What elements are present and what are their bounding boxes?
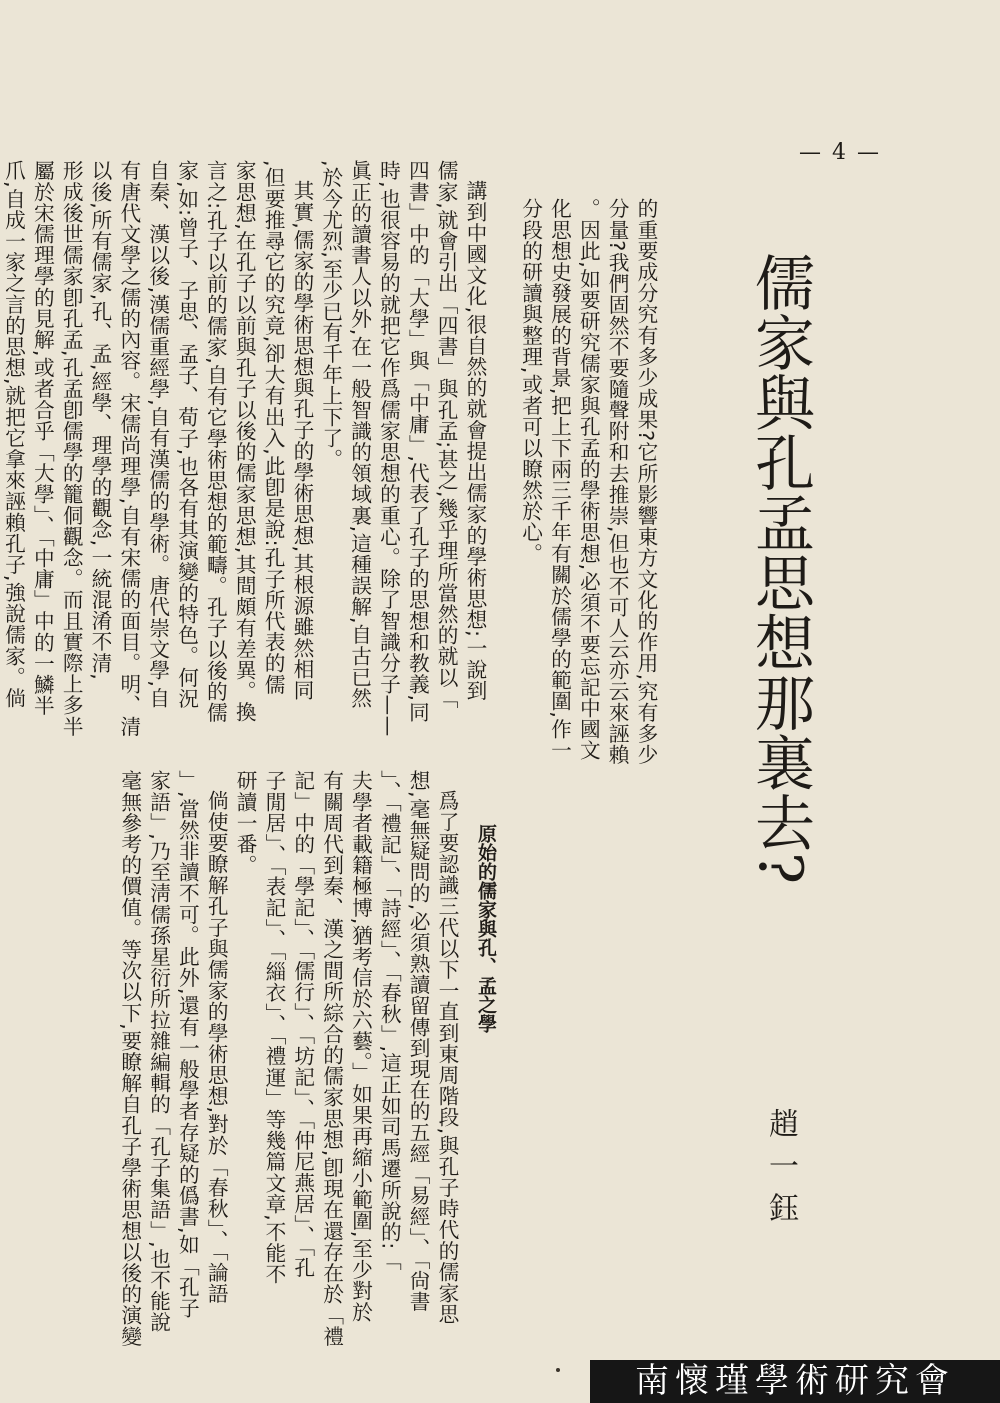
body-line: 」、「禮記」、「詩經」、「春秋」,這正如司馬遷所說的:「: [377, 770, 402, 1271]
body-line: 想,毫無疑問的,必須熟讀留傳到現在的五經「易經」、「尙書: [406, 770, 431, 1312]
body-line: 毫無參考的價值。等次以下,要瞭解自孔子學術思想以後的演變: [117, 770, 142, 1347]
body-line: 的重要成分究有多少成果?它所影響東方文化的作用,究有多少: [634, 198, 658, 765]
page-mark-dot: [556, 1368, 560, 1372]
body-line: ,於今尤烈,至少已有千年上下了。: [318, 160, 343, 470]
body-line: 屬於宋儒理學的見解,或者合乎「大學」、「中庸」中的一鱗半: [30, 160, 55, 716]
body-line: 以後,所有儒家,孔、孟,經學、理學的觀念,一統混淆不清,: [88, 160, 113, 681]
body-line: 」,當然非讀不可。此外,還有一般學者存疑的僞書,如「孔子: [175, 770, 200, 1319]
body-line: 有關周代到秦、漢之間所綜合的儒家思想,卽現在還存在於「禮: [319, 770, 344, 1347]
body-line: 自秦、漢以後,漢儒重經學,自有漢儒的學術。唐代崇文學,自: [145, 160, 170, 709]
body-line: 家思想,在孔子以前與孔子以後的儒家思想,其間頗有差異。換: [232, 160, 257, 723]
body-line: ,但要推尋它的究竟,卻大有出入,此卽是說:孔子所代表的儒: [261, 160, 286, 695]
body-line: 爲了要認識三代以下一直到東周階段,與孔子時代的儒家思: [435, 790, 459, 1325]
body-line: 子閒居」、「表記」、「緇衣」、「禮運」等幾篇文章,不能不: [261, 770, 286, 1285]
watermark-banner: 南懷瑾學術研究會: [590, 1360, 1000, 1403]
body-line: 有唐代文學之儒的內容。宋儒尚理學,自有宋儒的面目。明、清: [116, 160, 141, 737]
body-line: 時,也很容易的就把它作爲儒家思想的重心。除了智識分子——: [376, 160, 401, 737]
page-number: — 4 —: [799, 140, 881, 165]
body-line: 家,如:曾子、子思、孟子、荀子,也各有其演變的特色。何況: [174, 160, 199, 709]
body-line: 記」中的「學記」、「儒行」、「坊記」、「仲尼燕居」、「孔: [290, 770, 315, 1278]
body-lower-left: [114, 770, 461, 1347]
body-line: 夫學者載籍極博,猶考信於六藝。」如果再縮小範圍,至少對於: [348, 770, 373, 1323]
author-name: 趙一鈺: [763, 1108, 798, 1234]
body-line: 形成後世儒家卽孔孟,孔孟卽儒學的籠侗觀念。而且實際上多半: [59, 160, 84, 737]
body-line: 其實,儒家的學術思想與孔子的學術思想,其根源雖然相同: [289, 180, 314, 701]
body-line: 研讀一番。: [233, 770, 258, 876]
body-line: 爪,自成一家之言的思想,就把它拿來誣賴孔子,強說儒家。倘: [1, 160, 26, 709]
body-line: 分量?我們固然不要隨聲附和去推崇,但也不可人云亦云來誣賴: [605, 198, 630, 765]
body-line: 家語」,乃至淸儒孫星衍所拉雜編輯的「孔子集語」,也不能說: [146, 770, 171, 1333]
body-upper-right: [510, 198, 660, 765]
body-upper-left: [1, 160, 489, 737]
body-line: 分段的研讀與整理,或者可以瞭然於心。: [518, 198, 543, 564]
body-line: 言之:孔子以前的儒家,自有它學術思想的範疇。孔子以後的儒: [203, 160, 228, 723]
body-line: 化思想史發展的背景,把上下兩三千年有關於儒學的範圍,作一: [547, 198, 572, 761]
body-line: 眞正的讀書人以外,在一般智識的領域裏,這種誤解,自古已然: [347, 160, 372, 709]
section-heading: 原始的儒家與孔、孟之學: [475, 824, 497, 1033]
body-line: 講到中國文化,很自然的就會提出儒家的學術思想;一說到: [463, 180, 487, 701]
article-title: 儒家與孔孟思想那裏去?: [745, 252, 815, 885]
body-line: 儒家,就會引出「四書」與孔孟;甚之,幾乎理所當然的就以「: [434, 160, 459, 709]
body-line: 四書」中的「大學」與「中庸」,代表了孔子的思想和教義,同: [405, 160, 430, 723]
body-line: 。因此,如要研究儒家與孔孟的學術思想,必須不要忘記中國文: [576, 198, 601, 761]
body-line: 倘使要瞭解孔子與儒家的學術思想,對於「春秋」、「論語: [204, 790, 229, 1304]
